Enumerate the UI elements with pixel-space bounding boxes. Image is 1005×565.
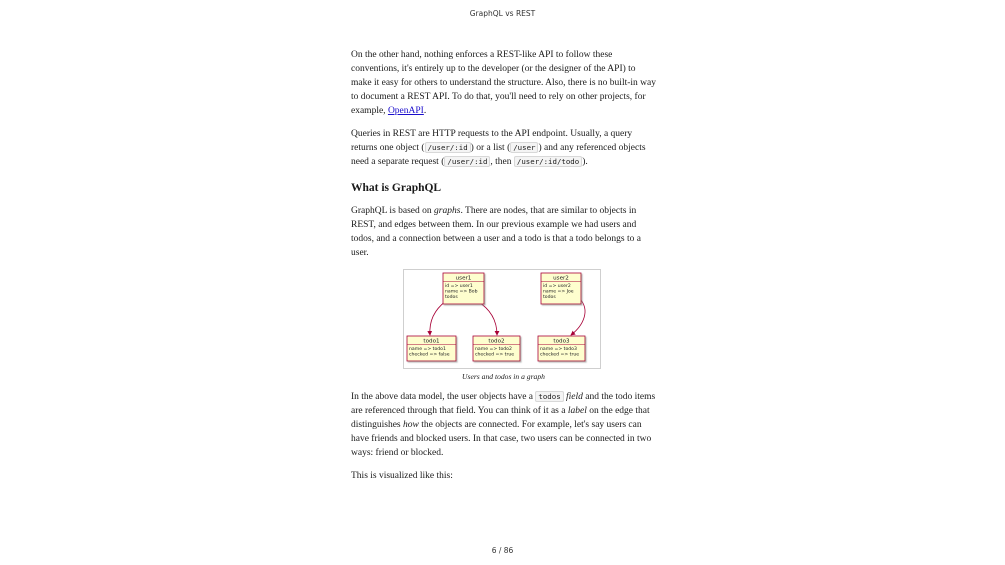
paragraph-rest-conventions [351, 48, 656, 118]
node-field: name => todo1 [409, 347, 446, 352]
document-body [351, 48, 656, 492]
node-user1 [443, 273, 484, 304]
graph-diagram [404, 270, 600, 368]
paragraph-text: . There are nodes, that are similar to objects in REST, and edges between them. In our previous example we had users and todos, and a connection between a user and a todo is that a todo belongs to a user. [351, 206, 641, 258]
node-field: name => todo2 [475, 347, 512, 352]
paragraph-data-model [351, 390, 656, 460]
inline-code: /user/:id [444, 156, 490, 167]
node-field: checked => true [540, 352, 580, 358]
inline-code: /user [510, 142, 538, 153]
node-todo2 [473, 336, 520, 361]
node-field: id => user1 [445, 284, 473, 289]
node-field: todos [445, 294, 458, 300]
node-todo3 [538, 336, 585, 361]
emphasis: field [566, 392, 583, 402]
paragraph-visualized: This is visualized like this: [351, 471, 453, 481]
paragraph-text: GraphQL is based on [351, 206, 435, 216]
node-field: checked => true [475, 352, 515, 358]
node-field: name => Joe [543, 289, 574, 295]
edge-user1-todo1 [430, 301, 446, 335]
section-heading: What is GraphQL [351, 182, 442, 194]
node-title: todo1 [423, 338, 440, 345]
inline-code: /user/:id [425, 142, 471, 153]
node-field: id => user2 [543, 284, 571, 289]
running-header: GraphQL vs REST [469, 9, 536, 18]
node-field: name => Bob [445, 289, 478, 295]
emphasis: how [403, 420, 419, 430]
node-user2 [541, 273, 581, 304]
paragraph-text: ) or a list ( [470, 143, 511, 153]
node-title: user2 [553, 275, 569, 282]
inline-code: /user/:id/todo [514, 156, 582, 167]
figure-users-todos [351, 269, 656, 382]
page-number: 6 / 86 [491, 546, 514, 555]
emphasis: label [567, 406, 587, 416]
node-title: todo3 [553, 338, 570, 345]
node-field: checked => false [409, 352, 450, 358]
emphasis: graphs [434, 206, 461, 216]
node-title: todo2 [488, 338, 505, 345]
paragraph-text: and the todo items are referenced through that field. You can think of it as a [351, 392, 656, 416]
paragraph-text: In the above data model, the user objects have a [351, 392, 536, 402]
paragraph-text: . [423, 106, 427, 116]
paragraph-text: on the edge that distinguishes [351, 406, 650, 430]
diagram-frame [403, 269, 601, 369]
paragraph-text: ) and any referenced objects need a separate request ( [351, 143, 646, 167]
paragraph-graphql-intro [351, 204, 656, 260]
node-title: user1 [455, 275, 472, 282]
node-field: todos [543, 294, 556, 300]
node-field: name => todo3 [540, 347, 577, 352]
paragraph-text: On the other hand, nothing enforces a REST-like API to follow these conventions, it's entirely up to the developer (or the designer of the API) to make it easy for others to understand the structure. Also, there is no built-in way to document a REST API. To do that, you'll need to rely on other projects, for example, [351, 50, 656, 116]
inline-code: todos [535, 391, 563, 402]
paragraph-text: Queries in REST are HTTP requests to the API endpoint. Usually, a query returns one object ( [351, 129, 633, 153]
node-todo1 [407, 336, 456, 361]
edge-user1-todo2 [477, 301, 497, 335]
paragraph-rest-queries [351, 127, 656, 169]
openapi-link[interactable]: OpenAPI [387, 106, 424, 116]
paragraph-text: the objects are connected. For example, let's say users can have friends and blocked users. In that case, two users can be connected in two ways: friend or blocked. [351, 420, 652, 458]
paragraph-text: ). [582, 157, 588, 167]
figure-caption: Users and todos in a graph [462, 372, 545, 381]
paragraph-text: , then [490, 157, 514, 167]
